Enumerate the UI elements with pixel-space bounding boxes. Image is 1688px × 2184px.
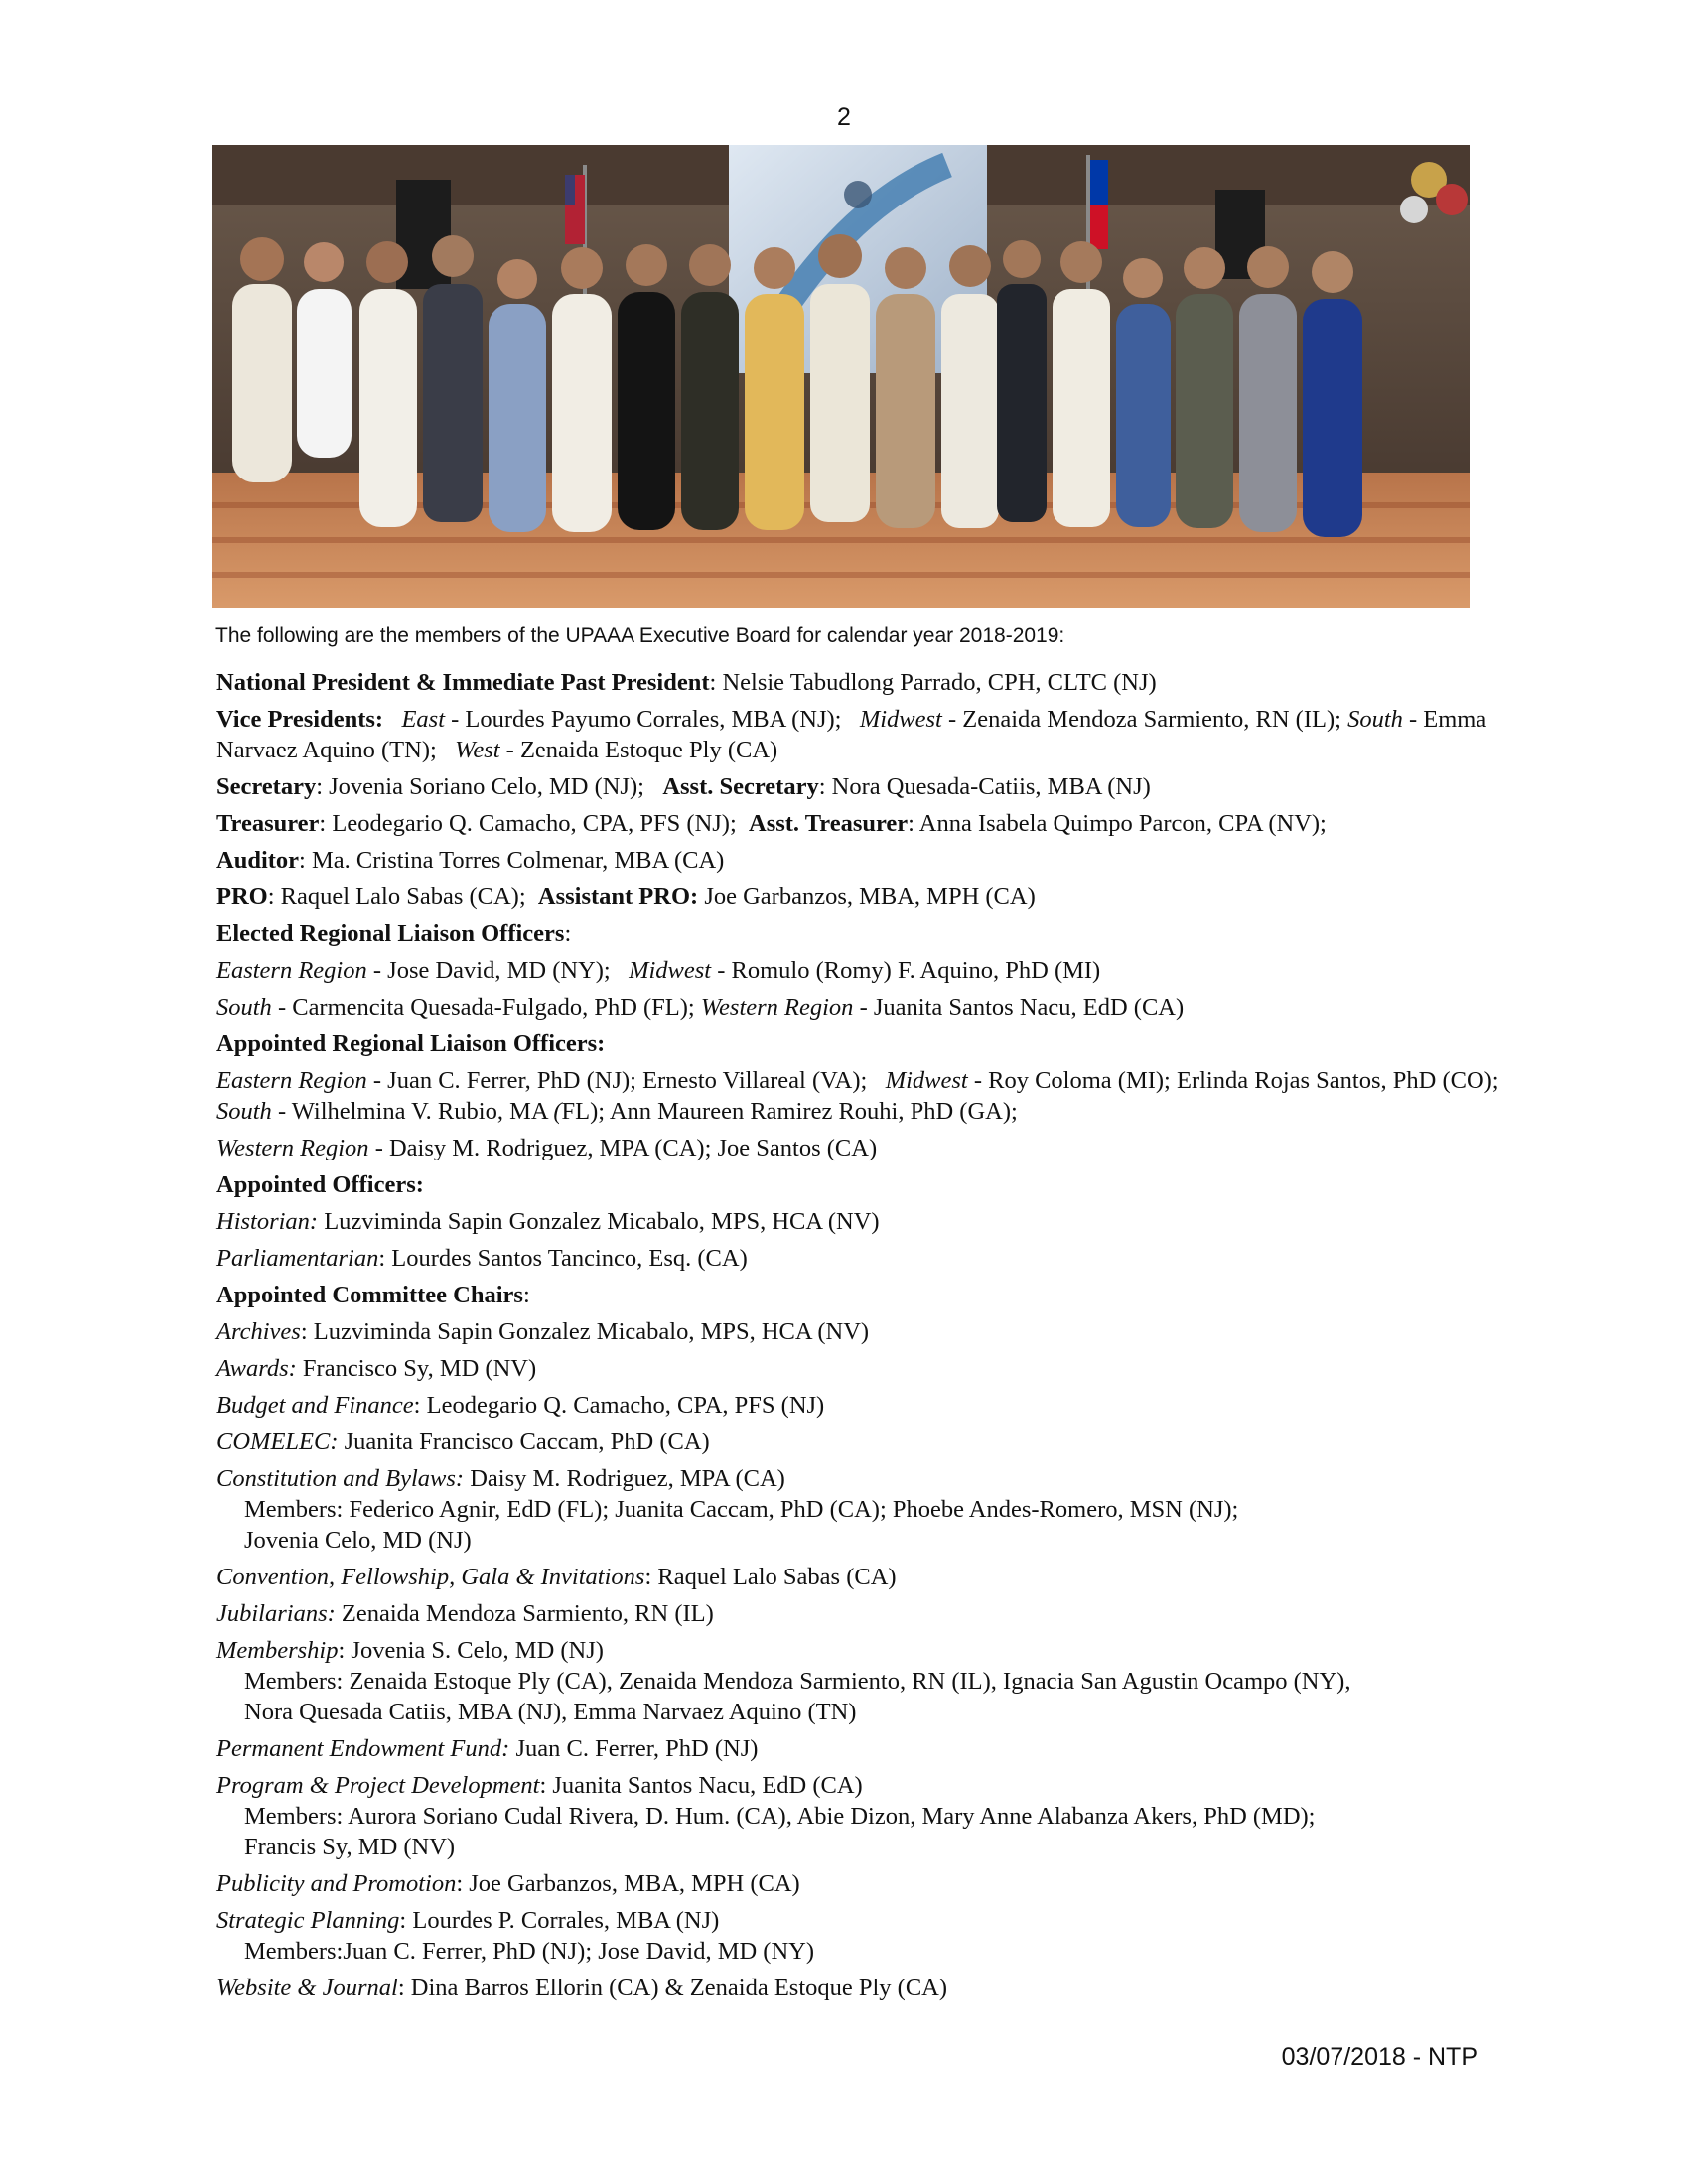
vp-east-region: East (401, 706, 445, 733)
appointed-western-label: Western Region (216, 1135, 369, 1161)
convention-value: : Raquel Lalo Sabas (CA) (644, 1564, 897, 1590)
membership-members-1: Members: Zenaida Estoque Ply (CA), Zenaida Mendoza Sarmiento, RN (IL), Ignacia San Agustin Ocampo (NY), (244, 1668, 1351, 1695)
pro-value: : Raquel Lalo Sabas (CA); (267, 884, 526, 910)
awards-label: Awards: (216, 1355, 297, 1382)
appointed-south-label: South (216, 1098, 272, 1125)
president-value: : Nelsie Tabudlong Parrado, CPH, CLTC (NJ) (709, 669, 1157, 696)
vp-south: - Emma Narvaez Aquino (TN); (216, 706, 1487, 763)
asst-treasurer-value: : Anna Isabela Quimpo Parcon, CPA (NV); (908, 810, 1327, 837)
vp-south-region: South (1347, 706, 1403, 733)
elected-midwest-label: Midwest (629, 957, 712, 984)
board-list (216, 667, 1507, 2009)
asst-secretary-label: Asst. Secretary (662, 773, 819, 800)
pro-label: PRO (216, 884, 268, 910)
jubilarians-line (216, 1598, 1507, 1629)
appointed-midwest-label: Midwest (885, 1067, 968, 1094)
president-line (216, 667, 1507, 698)
elected-western-label: Western Region (700, 994, 854, 1021)
vp-west-region: West (455, 737, 500, 763)
auditor-label: Auditor (216, 847, 300, 874)
appointed-south-value-a: - Wilhelmina V. Rubio, MA (271, 1098, 554, 1125)
publicity-label: Publicity and Promotion (216, 1870, 457, 1897)
parliamentarian-label: Parliamentarian (216, 1245, 379, 1272)
awards-value: Francisco Sy, MD (NV) (296, 1355, 537, 1382)
constitution-members-1: Members: Federico Agnir, EdD (FL); Juanita Caccam, PhD (CA); Phoebe Andes-Romero, MSN (NJ); (244, 1496, 1239, 1523)
membership-line (216, 1635, 1507, 1727)
appointed-officers-heading-text: Appointed Officers: (216, 1171, 424, 1198)
elected-midwest-value: - Romulo (Romy) F. Aquino, PhD (MI) (711, 957, 1101, 984)
secretary-label: Secretary (216, 773, 317, 800)
constitution-value: Daisy M. Rodriguez, MPA (CA) (464, 1465, 785, 1492)
elected-eastern-value: - Jose David, MD (NY); (366, 957, 611, 984)
vp-midwest-region: Midwest (859, 706, 942, 733)
strategic-label: Strategic Planning (216, 1907, 400, 1934)
program-members-2: Francis Sy, MD (NV) (244, 1834, 456, 1860)
asst-secretary-value: : Nora Quesada-Catiis, MBA (NJ) (818, 773, 1151, 800)
constitution-label: Constitution and Bylaws: (216, 1465, 465, 1492)
treasurer-value: : Leodegario Q. Camacho, CPA, PFS (NJ); (319, 810, 737, 837)
strategic-members: Members:Juan C. Ferrer, PhD (NJ); Jose David, MD (NY) (244, 1938, 815, 1965)
auditor-value: : Ma. Cristina Torres Colmenar, MBA (CA) (299, 847, 725, 874)
program-label: Program & Project Development (216, 1772, 540, 1799)
strategic-line (216, 1905, 1507, 1967)
endowment-value: Juan C. Ferrer, PhD (NJ) (509, 1735, 759, 1762)
elected-heading-text: Elected Regional Liaison Officers (216, 920, 565, 947)
secretary-line (216, 771, 1507, 802)
appointed-south-paren: ( (553, 1098, 562, 1125)
committees-heading-colon: : (522, 1282, 530, 1308)
group-photo-illustration (212, 145, 1470, 608)
membership-label: Membership (216, 1637, 339, 1664)
appointed-liaison-line-1 (216, 1065, 1507, 1127)
vp-west: - Zenaida Estoque Ply (CA) (499, 737, 778, 763)
membership-value: : Jovenia S. Celo, MD (NJ) (338, 1637, 604, 1664)
historian-label: Historian: (216, 1208, 319, 1235)
archives-label: Archives (216, 1318, 301, 1345)
website-label: Website & Journal (216, 1975, 398, 2001)
jubilarians-value: Zenaida Mendoza Sarmiento, RN (IL) (335, 1600, 714, 1627)
elected-line-1 (216, 955, 1507, 986)
appointed-western-value: - Daisy M. Rodriguez, MPA (CA); Joe Santos (CA) (368, 1135, 878, 1161)
elected-eastern-label: Eastern Region (216, 957, 367, 984)
treasurer-line (216, 808, 1507, 839)
constitution-members-2: Jovenia Celo, MD (NJ) (244, 1527, 472, 1554)
program-value: : Juanita Santos Nacu, EdD (CA) (539, 1772, 863, 1799)
appointed-liaison-heading (216, 1028, 1507, 1059)
vp-east: - Lourdes Payumo Corrales, MBA (NJ); (445, 706, 842, 733)
asst-treasurer-label: Asst. Treasurer (749, 810, 909, 837)
elected-heading-colon: : (564, 920, 572, 947)
vice-presidents-line (216, 704, 1507, 765)
publicity-line (216, 1868, 1507, 1899)
appointed-officers-heading (216, 1169, 1507, 1200)
budget-line (216, 1390, 1507, 1421)
president-label: National President & Immediate Past President (216, 669, 710, 696)
elected-south-value: - Carmencita Quesada-Fulgado, PhD (FL); (271, 994, 695, 1021)
program-members-1: Members: Aurora Soriano Cudal Rivera, D. Hum. (CA), Abie Dizon, Mary Anne Alabanza Akers, PhD (MD); (244, 1803, 1316, 1830)
jubilarians-label: Jubilarians: (216, 1600, 336, 1627)
comelec-label: COMELEC: (216, 1429, 339, 1455)
endowment-label: Permanent Endowment Fund: (216, 1735, 510, 1762)
publicity-value: : Joe Garbanzos, MBA, MPH (CA) (456, 1870, 800, 1897)
parliamentarian-value: : Lourdes Santos Tancinco, Esq. (CA) (378, 1245, 748, 1272)
asst-pro-label: Assistant PRO: (537, 884, 699, 910)
membership-members-2: Nora Quesada Catiis, MBA (NJ), Emma Narvaez Aquino (TN) (244, 1699, 857, 1725)
committees-heading-text: Appointed Committee Chairs (216, 1282, 523, 1308)
appointed-eastern-label: Eastern Region (216, 1067, 367, 1094)
treasurer-label: Treasurer (216, 810, 320, 837)
budget-label: Budget and Finance (216, 1392, 414, 1419)
vp-label: Vice Presidents: (216, 706, 384, 733)
pro-line (216, 882, 1507, 912)
archives-line (216, 1316, 1507, 1347)
strategic-value: : Lourdes P. Corrales, MBA (NJ) (399, 1907, 720, 1934)
comelec-line (216, 1427, 1507, 1457)
auditor-line (216, 845, 1507, 876)
elected-western-value: - Juanita Santos Nacu, EdD (CA) (853, 994, 1185, 1021)
appointed-liaison-line-2 (216, 1133, 1507, 1163)
appointed-eastern-value: - Juan C. Ferrer, PhD (NJ); Ernesto Villareal (VA); (366, 1067, 868, 1094)
website-value: : Dina Barros Ellorin (CA) & Zenaida Estoque Ply (CA) (397, 1975, 948, 2001)
appointed-south-value-b: FL); Ann Maureen Ramirez Rouhi, PhD (GA); (561, 1098, 1018, 1125)
group-photo (212, 145, 1470, 608)
constitution-line (216, 1463, 1507, 1556)
historian-value: Luzviminda Sapin Gonzalez Micabalo, MPS, HCA (NV) (318, 1208, 880, 1235)
comelec-value: Juanita Francisco Caccam, PhD (CA) (338, 1429, 710, 1455)
intro-text: The following are the members of the UPAAA Executive Board for calendar year 2018-2019: (215, 624, 1065, 647)
footer-date: 03/07/2018 - NTP (1281, 2043, 1477, 2071)
parliamentarian-line (216, 1243, 1507, 1274)
elected-line-2 (216, 992, 1507, 1023)
awards-line (216, 1353, 1507, 1384)
budget-value: : Leodegario Q. Camacho, CPA, PFS (NJ) (413, 1392, 825, 1419)
appointed-liaison-heading-text: Appointed Regional Liaison Officers: (216, 1030, 606, 1057)
website-line (216, 1973, 1507, 2003)
archives-value: : Luzviminda Sapin Gonzalez Micabalo, MPS, HCA (NV) (300, 1318, 870, 1345)
committees-heading (216, 1280, 1507, 1310)
vp-midwest: - Zenaida Mendoza Sarmiento, RN (IL); (941, 706, 1341, 733)
elected-south-label: South (216, 994, 272, 1021)
secretary-value: : Jovenia Soriano Celo, MD (NJ); (316, 773, 644, 800)
page-number: 2 (837, 103, 851, 131)
historian-line (216, 1206, 1507, 1237)
appointed-midwest-value: - Roy Coloma (MI); Erlinda Rojas Santos, PhD (CO); (967, 1067, 1499, 1094)
program-line (216, 1770, 1507, 1862)
convention-line (216, 1562, 1507, 1592)
elected-heading (216, 918, 1507, 949)
endowment-line (216, 1733, 1507, 1764)
convention-label: Convention, Fellowship, Gala & Invitations (216, 1564, 645, 1590)
asst-pro-value: Joe Garbanzos, MBA, MPH (CA) (698, 884, 1036, 910)
